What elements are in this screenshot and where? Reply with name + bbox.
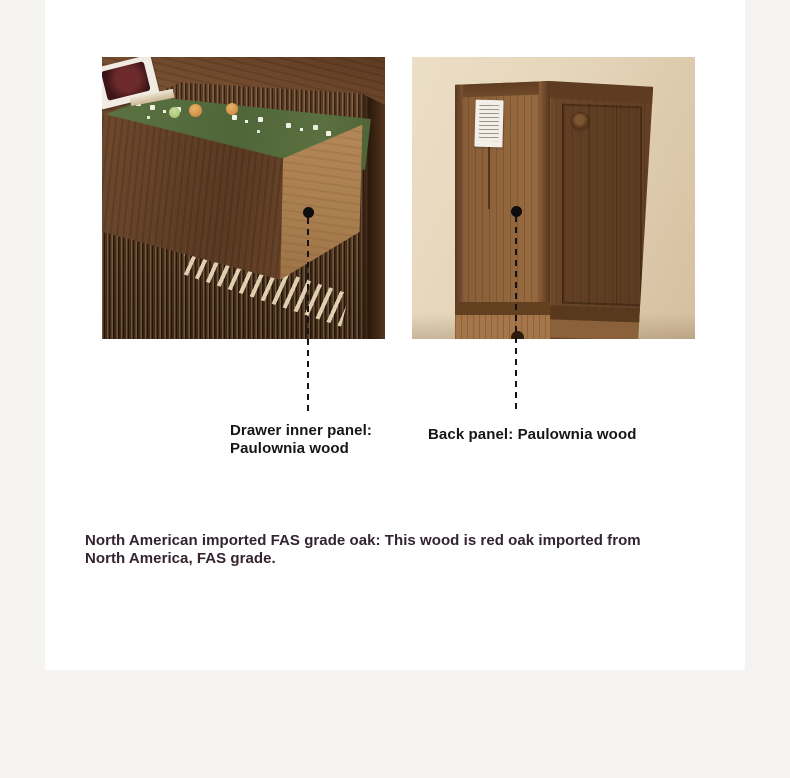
back-top-rail xyxy=(452,79,552,97)
wood-grain-crack xyxy=(488,145,490,209)
cracker-graphic xyxy=(189,104,202,117)
back-left-stile xyxy=(455,83,463,339)
cabinet-side-panel xyxy=(412,57,695,339)
side-inset-panel xyxy=(562,104,642,307)
product-label-sticker xyxy=(474,100,503,148)
photo-drawer-open xyxy=(102,57,385,339)
side-top-rail xyxy=(550,81,654,104)
callout-line-back xyxy=(515,216,517,413)
cracker-graphic xyxy=(226,103,238,115)
back-bottom-rail xyxy=(455,302,550,315)
photo-cabinet-back xyxy=(412,57,695,339)
wood-description-line2: North America, FAS grade. xyxy=(85,550,276,567)
macaron-graphic xyxy=(169,107,180,118)
callout-line-drawer xyxy=(307,218,309,416)
callout-dot-drawer xyxy=(303,207,314,218)
callout-label-drawer-line2: Paulownia wood xyxy=(230,440,349,457)
callout-label-drawer xyxy=(230,422,372,458)
carved-medallion xyxy=(572,113,589,130)
back-corner-stile xyxy=(539,79,550,339)
side-lower-panel xyxy=(550,319,646,339)
product-detail-card xyxy=(45,0,745,670)
wood-description-line1: North American imported FAS grade oak: This wood is red oak imported from xyxy=(85,532,641,549)
callout-label-back-text: Back panel: Paulownia wood xyxy=(428,426,637,443)
wood-description xyxy=(85,532,641,568)
callout-label-back xyxy=(428,426,636,444)
drawer-knob xyxy=(511,331,524,339)
back-lower-panel xyxy=(455,315,550,339)
callout-label-drawer-line1: Drawer inner panel: xyxy=(230,422,372,439)
